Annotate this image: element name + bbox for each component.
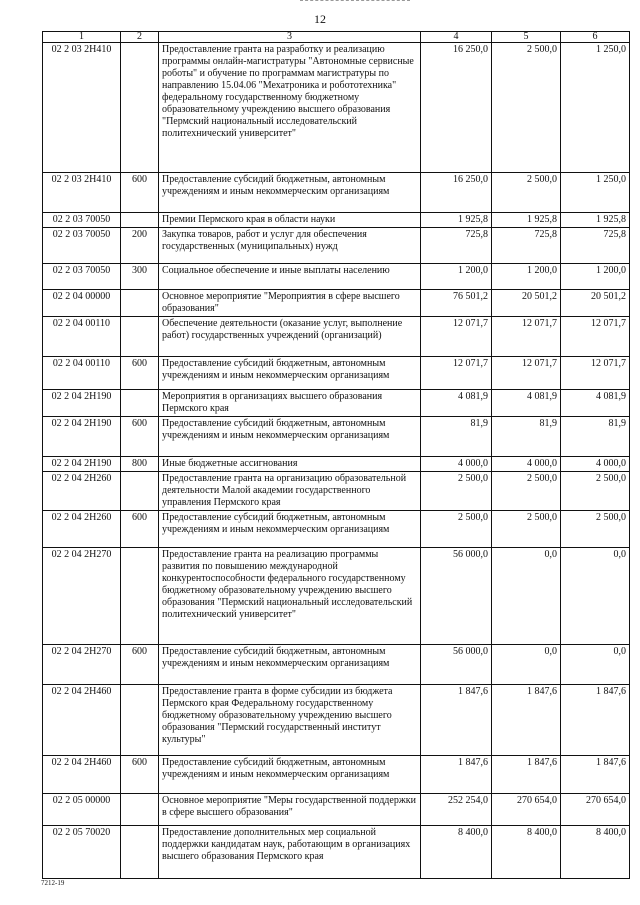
table-row — [43, 317, 630, 357]
cell-amount-4: 1 847,6 — [421, 756, 492, 794]
table-body — [43, 43, 630, 879]
cell-amount-5: 0,0 — [492, 645, 561, 685]
cell-code: 02 2 04 2Н260 — [43, 511, 121, 548]
cell-name: Предоставление субсидий бюджетным, автономным учреждениям и иным некоммерческим организациям — [159, 756, 421, 794]
cell-expense-type — [121, 290, 159, 317]
cell-amount-5: 2 500,0 — [492, 173, 561, 213]
cell-name: Предоставление гранта на реализацию программы развития по повышению международной конкурентоспособности федерального государственному бюджетному образовательному учреждению высшего образования "Пермский национальный исследовательский политехнический университет" — [159, 548, 421, 645]
top-dash-line — [300, 0, 410, 1]
cell-expense-type: 600 — [121, 357, 159, 390]
cell-amount-6: 2 500,0 — [561, 472, 630, 511]
cell-code: 02 2 03 2Н410 — [43, 173, 121, 213]
cell-code: 02 2 03 2Н410 — [43, 43, 121, 173]
cell-amount-5: 1 200,0 — [492, 264, 561, 290]
cell-amount-6: 1 250,0 — [561, 43, 630, 173]
cell-code: 02 2 04 2Н460 — [43, 685, 121, 756]
column-header-3: 3 — [159, 32, 421, 43]
cell-name: Предоставление гранта в форме субсидии из бюджета Пермского края Федеральному государственному бюджетному образовательному учреждению высшего образования "Пермский государственный институт культуры" — [159, 685, 421, 756]
cell-name: Предоставление дополнительных мер социальной поддержки кандидатам наук, работающим в организациях высшего образования Пермского края — [159, 826, 421, 879]
cell-name: Предоставление субсидий бюджетным, автономным учреждениям и иным некоммерческим организациям — [159, 645, 421, 685]
cell-amount-6: 1 200,0 — [561, 264, 630, 290]
cell-code: 02 2 04 00110 — [43, 317, 121, 357]
cell-amount-6: 8 400,0 — [561, 826, 630, 879]
cell-amount-4: 725,8 — [421, 228, 492, 264]
cell-name: Предоставление субсидий бюджетным, автономным учреждениям и иным некоммерческим организациям — [159, 173, 421, 213]
cell-name: Премии Пермского края в области науки — [159, 213, 421, 228]
cell-amount-6: 270 654,0 — [561, 794, 630, 826]
cell-amount-5: 1 847,6 — [492, 685, 561, 756]
cell-code: 02 2 04 00000 — [43, 290, 121, 317]
cell-code: 02 2 05 70020 — [43, 826, 121, 879]
cell-amount-4: 12 071,7 — [421, 357, 492, 390]
table-row — [43, 417, 630, 457]
cell-amount-6: 2 500,0 — [561, 511, 630, 548]
cell-amount-6: 12 071,7 — [561, 317, 630, 357]
cell-name: Основное мероприятие "Мероприятия в сфере высшего образования" — [159, 290, 421, 317]
cell-amount-6: 1 250,0 — [561, 173, 630, 213]
cell-code: 02 2 03 70050 — [43, 228, 121, 264]
cell-amount-5: 4 000,0 — [492, 457, 561, 472]
cell-expense-type: 600 — [121, 511, 159, 548]
cell-name: Иные бюджетные ассигнования — [159, 457, 421, 472]
cell-amount-5: 2 500,0 — [492, 511, 561, 548]
table-row — [43, 43, 630, 173]
header-row — [43, 32, 630, 43]
cell-code: 02 2 04 2Н190 — [43, 417, 121, 457]
cell-code: 02 2 03 70050 — [43, 264, 121, 290]
cell-code: 02 2 05 00000 — [43, 794, 121, 826]
cell-expense-type — [121, 213, 159, 228]
cell-name: Мероприятия в организациях высшего образования Пермского края — [159, 390, 421, 417]
cell-amount-4: 16 250,0 — [421, 43, 492, 173]
table-row — [43, 228, 630, 264]
column-header-5: 5 — [492, 32, 561, 43]
cell-amount-6: 1 847,6 — [561, 756, 630, 794]
table-row — [43, 264, 630, 290]
table-row — [43, 826, 630, 879]
cell-amount-4: 81,9 — [421, 417, 492, 457]
cell-expense-type: 200 — [121, 228, 159, 264]
cell-amount-4: 16 250,0 — [421, 173, 492, 213]
cell-amount-5: 8 400,0 — [492, 826, 561, 879]
cell-expense-type: 800 — [121, 457, 159, 472]
table-row — [43, 357, 630, 390]
cell-amount-4: 56 000,0 — [421, 548, 492, 645]
cell-expense-type: 600 — [121, 645, 159, 685]
cell-amount-4: 4 081,9 — [421, 390, 492, 417]
cell-amount-5: 12 071,7 — [492, 317, 561, 357]
cell-amount-5: 2 500,0 — [492, 472, 561, 511]
cell-amount-6: 4 081,9 — [561, 390, 630, 417]
cell-amount-4: 252 254,0 — [421, 794, 492, 826]
table-row — [43, 457, 630, 472]
cell-code: 02 2 04 2Н270 — [43, 645, 121, 685]
cell-expense-type: 300 — [121, 264, 159, 290]
cell-amount-6: 725,8 — [561, 228, 630, 264]
cell-amount-4: 56 000,0 — [421, 645, 492, 685]
cell-amount-5: 270 654,0 — [492, 794, 561, 826]
cell-amount-5: 81,9 — [492, 417, 561, 457]
cell-code: 02 2 04 2Н460 — [43, 756, 121, 794]
cell-name: Обеспечение деятельности (оказание услуг, выполнение работ) государственных учреждений (организаций) — [159, 317, 421, 357]
table-row — [43, 173, 630, 213]
cell-amount-4: 8 400,0 — [421, 826, 492, 879]
cell-name: Предоставление субсидий бюджетным, автономным учреждениям и иным некоммерческим организациям — [159, 357, 421, 390]
table-row — [43, 511, 630, 548]
cell-amount-4: 1 200,0 — [421, 264, 492, 290]
column-header-6: 6 — [561, 32, 630, 43]
cell-expense-type: 600 — [121, 417, 159, 457]
table-row — [43, 685, 630, 756]
cell-amount-4: 2 500,0 — [421, 472, 492, 511]
cell-name: Предоставление гранта на разработку и реализацию программы онлайн-магистратуры "Автономные сервисные роботы" и обучение по программам магистратуры по направлению 15.04.06 "Мехатроника и робототехника" федеральному государственному бюджетному образовательному учреждению высшего образования "Пермский национальный исследовательский политехнический университет" — [159, 43, 421, 173]
cell-expense-type — [121, 472, 159, 511]
cell-name: Социальное обеспечение и иные выплаты населению — [159, 264, 421, 290]
table-row — [43, 390, 630, 417]
cell-name: Предоставление субсидий бюджетным, автономным учреждениям и иным некоммерческим организациям — [159, 417, 421, 457]
cell-amount-5: 1 847,6 — [492, 756, 561, 794]
cell-code: 02 2 04 2Н260 — [43, 472, 121, 511]
table-row — [43, 645, 630, 685]
cell-name: Основное мероприятие "Меры государственной поддержки в сфере высшего образования" — [159, 794, 421, 826]
cell-amount-6: 0,0 — [561, 548, 630, 645]
cell-amount-6: 12 071,7 — [561, 357, 630, 390]
cell-amount-6: 4 000,0 — [561, 457, 630, 472]
cell-expense-type — [121, 390, 159, 417]
cell-expense-type — [121, 317, 159, 357]
cell-amount-6: 1 847,6 — [561, 685, 630, 756]
cell-amount-5: 1 925,8 — [492, 213, 561, 228]
cell-expense-type — [121, 43, 159, 173]
table-row — [43, 472, 630, 511]
cell-amount-5: 4 081,9 — [492, 390, 561, 417]
cell-amount-4: 12 071,7 — [421, 317, 492, 357]
cell-amount-4: 4 000,0 — [421, 457, 492, 472]
table-row — [43, 548, 630, 645]
cell-code: 02 2 04 2Н190 — [43, 390, 121, 417]
cell-expense-type: 600 — [121, 756, 159, 794]
cell-name: Предоставление гранта на организацию образовательной деятельности Малой академии государственного управления Пермского края — [159, 472, 421, 511]
cell-expense-type: 600 — [121, 173, 159, 213]
cell-code: 02 2 04 2Н270 — [43, 548, 121, 645]
footer-code: 7212-19 — [41, 879, 65, 887]
cell-amount-5: 12 071,7 — [492, 357, 561, 390]
cell-amount-4: 2 500,0 — [421, 511, 492, 548]
cell-amount-6: 1 925,8 — [561, 213, 630, 228]
column-header-2: 2 — [121, 32, 159, 43]
table-row — [43, 794, 630, 826]
cell-name: Закупка товаров, работ и услуг для обеспечения государственных (муниципальных) нужд — [159, 228, 421, 264]
table-row — [43, 290, 630, 317]
table-row — [43, 213, 630, 228]
table-row — [43, 756, 630, 794]
cell-code: 02 2 04 00110 — [43, 357, 121, 390]
cell-code: 02 2 03 70050 — [43, 213, 121, 228]
cell-amount-5: 20 501,2 — [492, 290, 561, 317]
cell-amount-5: 0,0 — [492, 548, 561, 645]
page-number: 12 — [314, 12, 326, 26]
cell-amount-5: 725,8 — [492, 228, 561, 264]
column-header-1: 1 — [43, 32, 121, 43]
cell-name: Предоставление субсидий бюджетным, автономным учреждениям и иным некоммерческим организациям — [159, 511, 421, 548]
cell-amount-6: 0,0 — [561, 645, 630, 685]
cell-amount-4: 1 925,8 — [421, 213, 492, 228]
cell-expense-type — [121, 548, 159, 645]
cell-amount-4: 1 847,6 — [421, 685, 492, 756]
cell-amount-4: 76 501,2 — [421, 290, 492, 317]
budget-table — [42, 31, 630, 879]
cell-expense-type — [121, 685, 159, 756]
cell-code: 02 2 04 2Н190 — [43, 457, 121, 472]
column-header-4: 4 — [421, 32, 492, 43]
cell-amount-5: 2 500,0 — [492, 43, 561, 173]
cell-expense-type — [121, 794, 159, 826]
cell-amount-6: 81,9 — [561, 417, 630, 457]
cell-amount-6: 20 501,2 — [561, 290, 630, 317]
cell-expense-type — [121, 826, 159, 879]
